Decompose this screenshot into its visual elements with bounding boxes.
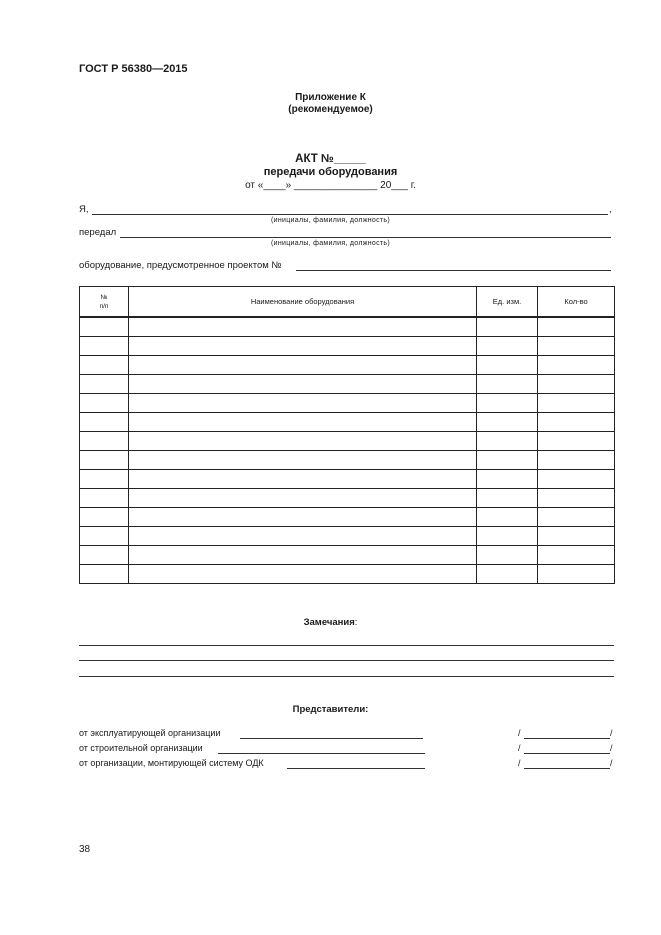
cell-name[interactable] xyxy=(129,432,477,451)
remarks-line-2[interactable] xyxy=(79,660,614,661)
table-row xyxy=(80,489,615,508)
cell-quantity[interactable] xyxy=(538,527,615,546)
cell-number[interactable] xyxy=(80,394,129,413)
cell-quantity[interactable] xyxy=(538,470,615,489)
cell-quantity[interactable] xyxy=(538,508,615,527)
cell-number[interactable] xyxy=(80,337,129,356)
rep-slash-open-construction: / xyxy=(518,743,521,753)
equipment-table-header-row xyxy=(80,287,615,318)
cell-name[interactable] xyxy=(129,470,477,489)
equipment-table xyxy=(79,286,615,584)
cell-unit[interactable] xyxy=(477,508,538,527)
cell-name[interactable] xyxy=(129,508,477,527)
column-header-unit: Ед. изм. xyxy=(477,287,538,318)
column-header-quantity: Кол-во xyxy=(538,287,615,318)
cell-name[interactable] xyxy=(129,356,477,375)
annex-title: Приложение К xyxy=(295,92,366,103)
remarks-line-3[interactable] xyxy=(79,676,614,677)
field-i-line[interactable] xyxy=(92,214,608,215)
cell-unit[interactable] xyxy=(477,375,538,394)
cell-quantity[interactable] xyxy=(538,489,615,508)
cell-quantity[interactable] xyxy=(538,337,615,356)
equipment-table-body xyxy=(80,317,615,584)
cell-quantity[interactable] xyxy=(538,413,615,432)
field-transferred-line[interactable] xyxy=(120,237,611,238)
cell-quantity[interactable] xyxy=(538,546,615,565)
cell-name[interactable] xyxy=(129,527,477,546)
rep-label-construction: от строительной организации xyxy=(79,743,203,753)
table-row xyxy=(80,413,615,432)
rep-signature-line-construction[interactable] xyxy=(218,753,425,754)
field-transferred-label: передал xyxy=(79,227,117,238)
cell-name[interactable] xyxy=(129,394,477,413)
rep-slash-close-odk-installer: / xyxy=(610,758,613,768)
remarks-title xyxy=(0,617,661,628)
annex-subtitle: (рекомендуемое) xyxy=(288,104,373,115)
rep-signature-line-odk-installer[interactable] xyxy=(287,768,425,769)
field-transferred-hint: (инициалы, фамилия, должность) xyxy=(271,240,390,247)
page-number: 38 xyxy=(79,844,91,855)
column-header-name: Наименование оборудования xyxy=(129,287,477,318)
remarks-title-text: Замечания xyxy=(303,617,355,628)
rep-name-line-odk-installer[interactable] xyxy=(524,768,610,769)
field-i-trailing-comma: , xyxy=(609,204,612,215)
table-row xyxy=(80,527,615,546)
cell-name[interactable] xyxy=(129,546,477,565)
table-row xyxy=(80,432,615,451)
rep-slash-close-operating: / xyxy=(610,728,613,738)
cell-unit[interactable] xyxy=(477,470,538,489)
rep-slash-open-operating: / xyxy=(518,728,521,738)
act-date-line: от «____» _______________ 20___ г. xyxy=(245,180,416,191)
cell-name[interactable] xyxy=(129,413,477,432)
rep-label-operating: от эксплуатирующей организации xyxy=(79,728,221,738)
cell-unit[interactable] xyxy=(477,489,538,508)
remarks-line-1[interactable] xyxy=(79,645,614,646)
table-row xyxy=(80,337,615,356)
table-row xyxy=(80,317,615,337)
cell-number[interactable] xyxy=(80,375,129,394)
cell-unit[interactable] xyxy=(477,527,538,546)
cell-name[interactable] xyxy=(129,489,477,508)
field-equipment-label: оборудование, предусмотренное проектом № xyxy=(79,260,282,271)
cell-number[interactable] xyxy=(80,508,129,527)
cell-number[interactable] xyxy=(80,413,129,432)
rep-label-odk-installer: от организации, монтирующей систему ОДК xyxy=(79,758,264,768)
cell-unit[interactable] xyxy=(477,317,538,337)
field-i-hint: (инициалы, фамилия, должность) xyxy=(271,217,390,224)
cell-quantity[interactable] xyxy=(538,356,615,375)
cell-unit[interactable] xyxy=(477,394,538,413)
cell-name[interactable] xyxy=(129,565,477,584)
cell-unit[interactable] xyxy=(477,451,538,470)
column-header-number: № п/п xyxy=(80,287,129,318)
rep-signature-line-operating[interactable] xyxy=(240,738,423,739)
cell-number[interactable] xyxy=(80,470,129,489)
cell-number[interactable] xyxy=(80,432,129,451)
cell-number[interactable] xyxy=(80,546,129,565)
remarks-title-colon: : xyxy=(354,617,358,628)
cell-unit[interactable] xyxy=(477,432,538,451)
table-row xyxy=(80,356,615,375)
rep-name-line-construction[interactable] xyxy=(524,753,610,754)
table-row xyxy=(80,508,615,527)
table-row xyxy=(80,546,615,565)
cell-quantity[interactable] xyxy=(538,565,615,584)
cell-number[interactable] xyxy=(80,451,129,470)
cell-unit[interactable] xyxy=(477,565,538,584)
cell-quantity[interactable] xyxy=(538,394,615,413)
cell-number[interactable] xyxy=(80,527,129,546)
cell-unit[interactable] xyxy=(477,546,538,565)
act-number-title: АКТ №_____ xyxy=(295,153,366,165)
rep-name-line-operating[interactable] xyxy=(524,738,610,739)
field-i-label: Я, xyxy=(79,204,89,215)
cell-name[interactable] xyxy=(129,375,477,394)
representatives-title: Представители: xyxy=(292,704,369,715)
cell-name[interactable] xyxy=(129,451,477,470)
table-row xyxy=(80,565,615,584)
cell-number[interactable] xyxy=(80,489,129,508)
document-standard-header: ГОСТ Р 56380—2015 xyxy=(79,63,188,75)
cell-number[interactable] xyxy=(80,565,129,584)
cell-unit[interactable] xyxy=(477,337,538,356)
cell-quantity[interactable] xyxy=(538,375,615,394)
cell-unit[interactable] xyxy=(477,356,538,375)
rep-slash-open-odk-installer: / xyxy=(518,758,521,768)
rep-slash-close-construction: / xyxy=(610,743,613,753)
table-row xyxy=(80,375,615,394)
table-row xyxy=(80,470,615,489)
table-row xyxy=(80,394,615,413)
cell-quantity[interactable] xyxy=(538,451,615,470)
table-row xyxy=(80,451,615,470)
cell-number[interactable] xyxy=(80,317,129,337)
cell-name[interactable] xyxy=(129,317,477,337)
cell-quantity[interactable] xyxy=(538,317,615,337)
field-equipment-project-line[interactable] xyxy=(296,270,611,271)
cell-quantity[interactable] xyxy=(538,432,615,451)
cell-unit[interactable] xyxy=(477,413,538,432)
cell-number[interactable] xyxy=(80,356,129,375)
cell-name[interactable] xyxy=(129,337,477,356)
act-subtitle: передачи оборудования xyxy=(263,166,398,178)
